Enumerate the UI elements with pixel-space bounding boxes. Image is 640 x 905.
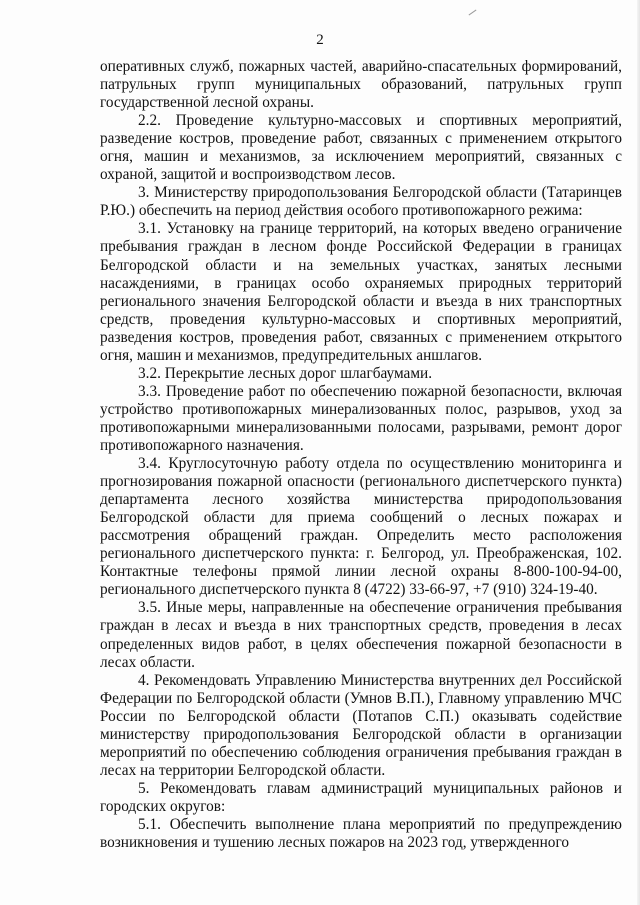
- paragraph-3-3: 3.3. Проведение работ по обеспечению пожарной безопасности, включая устройство противопожарных минерализованных полос, разрывов, уход за противопожарными минерализованными полосами, разрывами, ремонт дорог противопожарного назначения.: [100, 382, 622, 454]
- paragraph-3-5: 3.5. Иные меры, направленные на обеспечение ограничения пребывания граждан в лесах и въезда в них транспортных средств, проведения в лесах определенных видов работ, в целях обеспечения пожарной безопасности в лесах области.: [100, 599, 622, 671]
- paragraph-5-1: 5.1. Обеспечить выполнение плана мероприятий по предупреждению возникновения и тушению лесных пожаров на 2023 год, утвержденного: [100, 815, 622, 852]
- document-body: [100, 58, 622, 852]
- paragraph-4: 4. Рекомендовать Управлению Министерства внутренних дел Российской Федерации по Белгородской области (Умнов В.П.), Главному управлению МЧС России по Белгородской области (Потапов С.П.) оказывать содействие министерству природопользования Белгородской области в организации мероприятий по обеспечению соблюдения ограничения пребывания граждан в лесах на территории Белгородской области.: [100, 671, 622, 779]
- page-number: 2: [316, 32, 324, 48]
- paragraph-2-2: 2.2. Проведение культурно-массовых и спортивных мероприятий, разведение костров, проведение работ, связанных с применением открытого огня, машин и механизмов, за исключением мероприятий, связанных с охраной, защитой и воспроизводством лесов.: [100, 112, 622, 184]
- paragraph-3-2: 3.2. Перекрытие лесных дорог шлагбаумами.: [138, 364, 433, 382]
- scan-artifact: [469, 10, 477, 16]
- paragraph-3: 3. Министерству природопользования Белгородской области (Татаринцев Р.Ю.) обеспечить на период действия особого противопожарного режима:: [100, 184, 622, 220]
- paragraph-continuation: оперативных служб, пожарных частей, аварийно-спасательных формирований, патрульных групп муниципальных образований, патрульных групп государственной лесной охраны.: [100, 58, 622, 112]
- paragraph-5: 5. Рекомендовать главам администраций муниципальных районов и городских округов:: [100, 779, 622, 815]
- paragraph-3-1: 3.1. Установку на границе территорий, на которых введено ограничение пребывания граждан в лесном фонде Российской Федерации в границах Белгородской области и на земельных участках, занятых лесными насаждениями, в границах особо охраняемых природных территорий регионального значения Белгородской области и въезда в них транспортных средств, проведения культурно-массовых и спортивных мероприятий, разведения костров, проведения работ, связанных с применением открытого огня, машин и механизмов, предупредительных аншлагов.: [100, 220, 622, 364]
- paragraph-3-4: 3.4. Круглосуточную работу отдела по осуществлению мониторинга и прогнозирования пожарной опасности (регионального диспетчерского пункта) департамента лесного хозяйства министерства природопользования Белгородской области для приема сообщений о лесных пожарах и рассмотрения обращений граждан. Определить место расположения регионального диспетчерского пункта: г. Белгород, ул. Преображенская, 102. Контактные телефоны прямой линии лесной охраны 8-800-100-94-00, регионального диспетчерского пункта 8 (4722) 33-66-97, +7 (910) 324-19-40.: [100, 455, 622, 599]
